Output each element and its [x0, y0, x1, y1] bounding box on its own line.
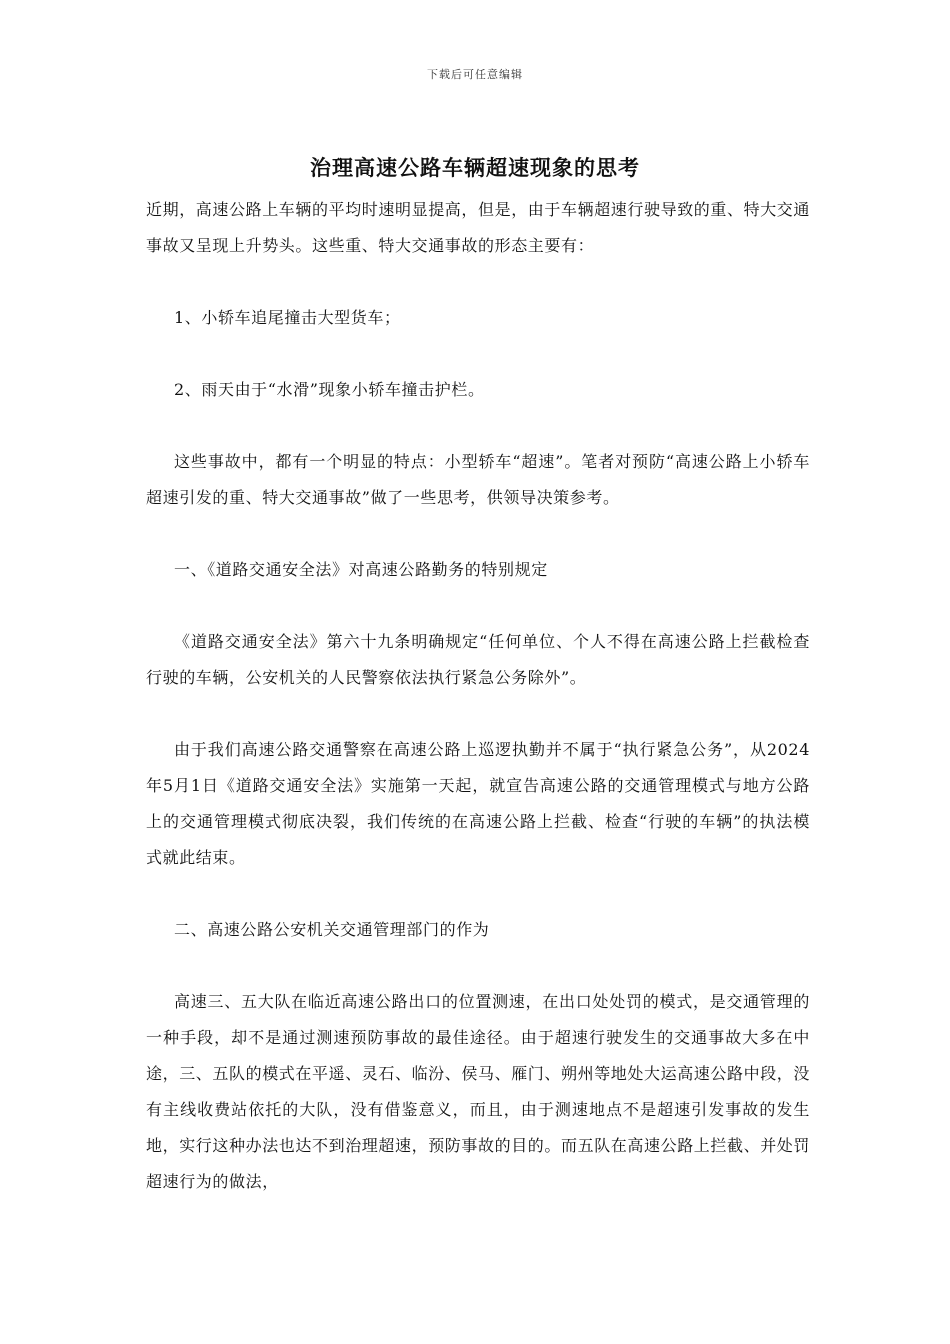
paragraph-enforcement: 由于我们高速公路交通警察在高速公路上巡逻执勤并不属于“执行紧急公务”，从2024年5月1日《道路交通安全法》实施第一天起，就宣告高速公路的交通管理模式与地方公路上的交通管理模式彻底决裂，我们传统的在高速公路上拦截、检查“行驶的车辆”的执法模式就此结束。: [146, 740, 810, 867]
paragraph-item-2: 2、雨天由于“水滑”现象小轿车撞击护栏。: [174, 380, 485, 399]
paragraph-brigades: 高速三、五大队在临近高速公路出口的位置测速，在出口处处罚的模式，是交通管理的一种手段，却不是通过测速预防事故的最佳途径。由于超速行驶发生的交通事故大多在中途，三、五队的模式在平遥、灵石、临汾、侯马、雁门、朔州等地处大运高速公路中段，没有主线收费站依托的大队，没有借鉴意义，而且，由于测速地点不是超速引发事故的发生地，实行这种办法也达不到治理超速，预防事故的目的。而五队在高速公路上拦截、并处罚超速行为的做法，: [146, 992, 811, 1191]
section-heading-1: 一、《道路交通安全法》对高速公路勤务的特别规定: [174, 560, 548, 579]
header-note: 下载后可任意编辑: [427, 68, 523, 81]
document-title: 治理高速公路车辆超速现象的思考: [310, 155, 640, 180]
paragraph-intro: 近期，高速公路上车辆的平均时速明显提高，但是，由于车辆超速行驶导致的重、特大交通事故又呈现上升势头。这些重、特大交通事故的形态主要有：: [146, 200, 811, 255]
paragraph-feature: 这些事故中，都有一个明显的特点：小型轿车“超速”。笔者对预防“高速公路上小轿车超速引发的重、特大交通事故”做了一些思考，供领导决策参考。: [146, 452, 810, 507]
paragraph-law-article: 《道路交通安全法》第六十九条明确规定“任何单位、个人不得在高速公路上拦截检查行驶的车辆，公安机关的人民警察依法执行紧急公务除外”。: [146, 632, 810, 687]
section-heading-2: 二、高速公路公安机关交通管理部门的作为: [174, 920, 490, 939]
paragraph-item-1: 1、小轿车追尾撞击大型货车；: [174, 308, 401, 327]
document-body: [146, 192, 810, 1200]
